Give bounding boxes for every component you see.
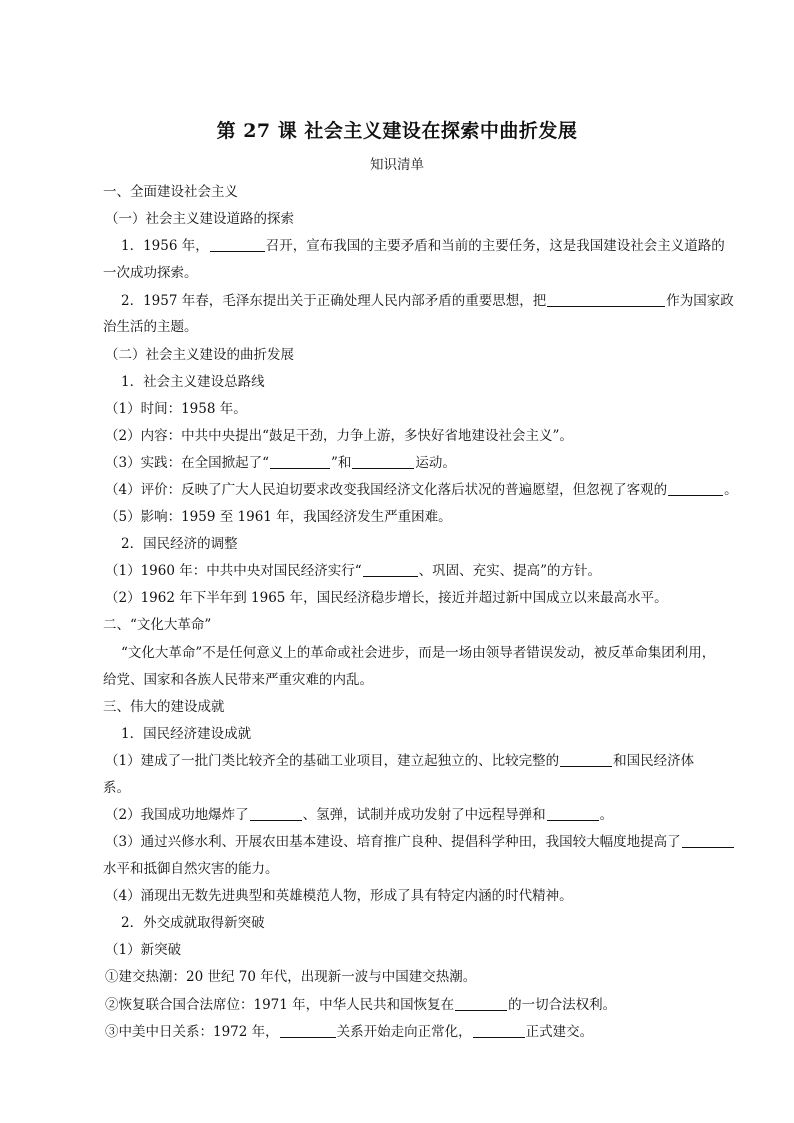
section-heading-3: 三、伟大的建设成就 [103,699,225,715]
point-diplomacy-1: （1）新突破 [105,942,182,958]
fill-blank[interactable] [352,454,414,469]
point-practice: （3）实践：在全国掀起了“ ”和 运动。 [105,455,456,471]
paragraph-culture: “文化大革命”不是任何意义上的革命或社会进步，而是一场由领导者错误发动，被反革命集团利用， [121,645,716,661]
point-adjustment-2: （2）1962 年下半年到 1965 年，国民经济稳步增长，接近并超过新中国成立以来最高水平。 [105,590,668,606]
point-diplomacy-b: ②恢复联合国合法席位：1971 年，中华人民共和国恢复在 的一切合法权利。 [105,997,617,1013]
point-impact: （5）影响：1959 至 1961 年，我国经济发生严重困难。 [105,509,452,525]
point-economy-1-cont: 系。 [103,780,130,796]
point-content: （2）内容：中共中央提出“鼓足干劲，力争上游，多快好省地建设社会主义”。 [105,428,573,444]
fill-blank[interactable] [547,292,665,307]
point-economy-3: （3）通过兴修水利、开展农田基本建设、培育推广良种、提倡科学种田，我国较大幅度地提高了 [105,833,735,851]
paragraph-2-cont: 治生活的主题。 [103,319,198,335]
point-diplomacy-a: ①建交热潮：20 世纪 70 年代，出现新一波与中国建交热潮。 [105,969,477,985]
point-time: （1）时间：1958 年。 [105,401,247,417]
point-diplomacy-c: ③中美中日关系：1972 年， 关系开始走向正常化， 正式建交。 [105,1024,594,1040]
point-evaluation: （4）评价：反映了广大人民迫切要求改变我国经济文化落后状况的普遍愿望，但忽视了客观的 。 [105,482,738,498]
paragraph-culture-cont: 给党、国家和各族人民带来严重灾难的内乱。 [103,672,373,688]
point-heading-1: 1．社会主义建设总路线 [121,374,265,390]
paragraph-1: 1．1956 年， 召开，宣布我国的主要矛盾和当前的主要任务，这是我国建设社会主义道路的 [121,238,725,254]
fill-blank[interactable] [250,806,302,821]
point-economy-1: （1）建成了一批门类比较齐全的基础工业项目，建立起独立的、比较完整的 和国民经济体 [105,753,695,769]
section-heading-2: 二、“文化大革命” [103,617,212,633]
subsection-heading-1a: （一）社会主义建设道路的探索 [105,211,294,227]
section-heading-1: 一、全面建设社会主义 [103,184,238,200]
paragraph-1-cont: 一次成功探索。 [103,265,198,281]
fill-blank[interactable] [270,454,330,469]
point-adjustment-1: （1）1960 年：中共中央对国民经济实行“ 、巩固、充实、提高”的方针。 [105,563,602,579]
subsection-heading-1b: （二）社会主义建设的曲折发展 [105,347,294,363]
fill-blank[interactable] [280,1023,336,1038]
fill-blank[interactable] [668,481,723,496]
fill-blank[interactable] [560,752,612,767]
fill-blank[interactable] [682,833,734,848]
point-economy-4: （4）涌现出无数先进典型和英雄模范人物，形成了具有特定内涵的时代精神。 [105,888,573,904]
point-heading-4: 2．外交成就取得新突破 [121,915,265,931]
point-economy-3-cont: 水平和抵御自然灾害的能力。 [103,861,279,877]
fill-blank[interactable] [473,1023,525,1038]
page-title: 第 27 课 社会主义建设在探索中曲折发展 [216,120,578,142]
point-heading-3: 1．国民经济建设成就 [121,726,252,742]
paragraph-2: 2．1957 年春，毛泽东提出关于正确处理人民内部矛盾的重要思想，把 作为国家政 [121,293,734,309]
page-subtitle: 知识清单 [370,157,424,173]
fill-blank[interactable] [210,237,265,252]
point-heading-2: 2．国民经济的调整 [121,536,238,552]
fill-blank[interactable] [547,806,599,821]
fill-blank[interactable] [363,562,418,577]
fill-blank[interactable] [455,996,507,1011]
point-economy-2: （2）我国成功地爆炸了 、氢弹，试制并成功发射了中远程导弹和 。 [105,807,614,823]
